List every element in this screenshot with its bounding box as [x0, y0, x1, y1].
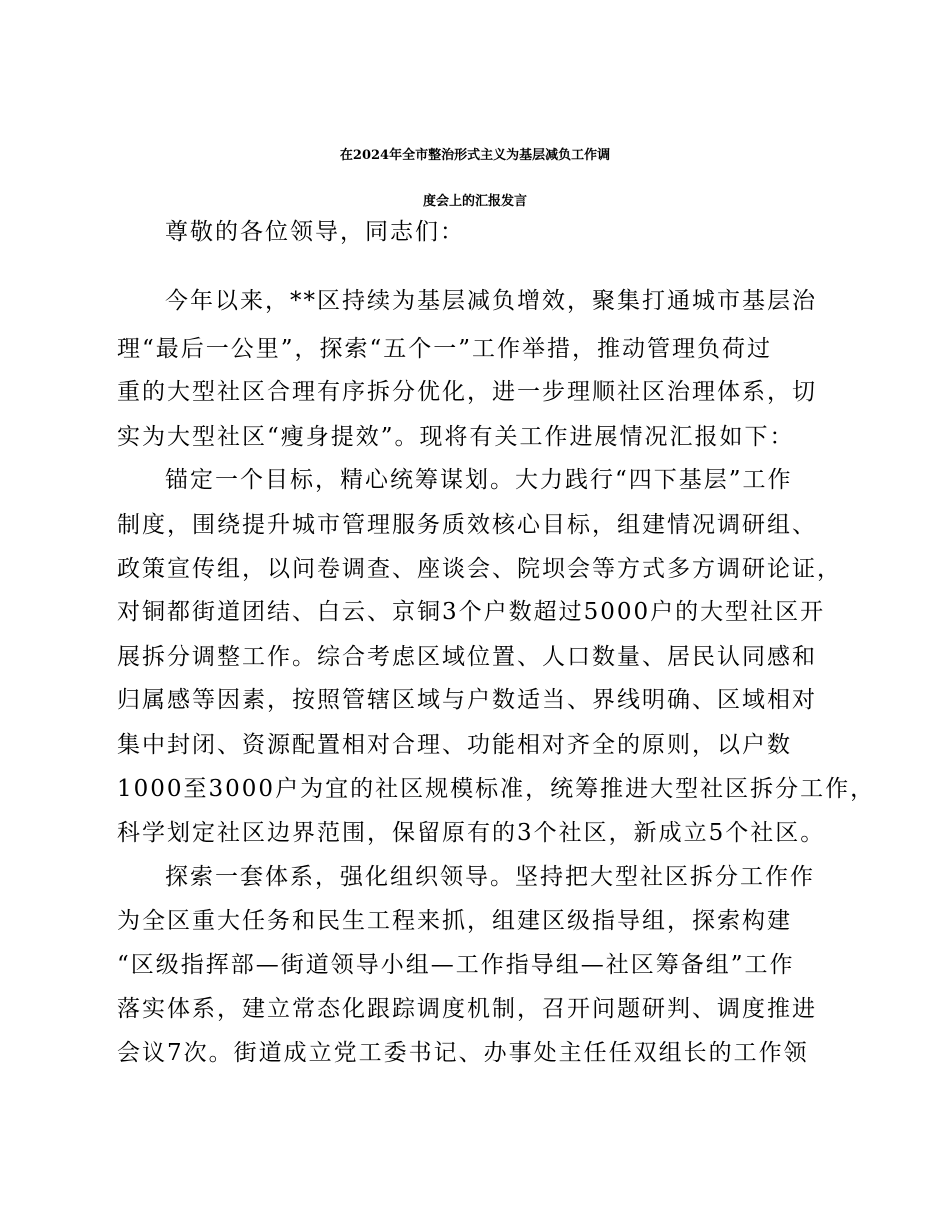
paragraph-line: 重的大型社区合理有序拆分优化，进一步理顺社区治理体系，切 — [117, 379, 817, 405]
paragraph-line: “区级指挥部—街道领导小组—工作指导组—社区筹备组”工作 — [117, 952, 795, 978]
paragraph-line: 集中封闭、资源配置相对合理、功能相对齐全的原则，以户数 — [117, 732, 792, 758]
document-title-line-2: 度会上的汇报发言 — [422, 194, 527, 209]
document-title-line-1: 在2024年全市整治形式主义为基层减负工作调 — [339, 148, 611, 163]
paragraph-line: 落实体系，建立常态化跟踪调度机制，召开问题研判、调度推进 — [117, 996, 817, 1022]
paragraph-line: 归属感等因素，按照管辖区域与户数适当、界线明确、区域相对 — [117, 687, 817, 713]
paragraph-line: 探索一套体系，强化组织领导。坚持把大型社区拆分工作作 — [165, 864, 815, 890]
paragraph-line: 今年以来，**区持续为基层减负增效，聚集打通城市基层治 — [165, 288, 817, 314]
paragraph-line: 理“最后一公里”，探索“五个一”工作举措，推动管理负荷过 — [117, 336, 773, 362]
paragraph-line: 实为大型社区“瘦身提效”。现将有关工作进展情况汇报如下： — [117, 424, 795, 450]
paragraph-line: 展拆分调整工作。综合考虑区域位置、人口数量、居民认同感和 — [117, 644, 817, 670]
paragraph-line: 科学划定社区边界范围，保留原有的3个社区，新成立5个社区。 — [117, 820, 826, 846]
paragraph-line: 锚定一个目标，精心统筹谋划。大力践行“四下基层”工作 — [165, 467, 793, 493]
paragraph-line: 会议7次。街道成立党工委书记、办事处主任任双组长的工作领 — [117, 1040, 809, 1066]
paragraph-line: 1000至3000户为宜的社区规模标准，统筹推进大型社区拆分工作， — [117, 776, 876, 802]
paragraph-line: 对铜都街道团结、白云、京铜3个户数超过5000户的大型社区开 — [117, 599, 826, 625]
greeting: 尊敬的各位领导，同志们： — [165, 219, 465, 245]
paragraph-line: 为全区重大任务和民生工程来抓，组建区级指导组，探索构建 — [117, 908, 792, 934]
paragraph-line: 制度，围绕提升城市管理服务质效核心目标，组建情况调研组、 — [117, 512, 817, 538]
paragraph-line: 政策宣传组，以问卷调查、座谈会、院坝会等方式多方调研论证， — [117, 556, 842, 582]
